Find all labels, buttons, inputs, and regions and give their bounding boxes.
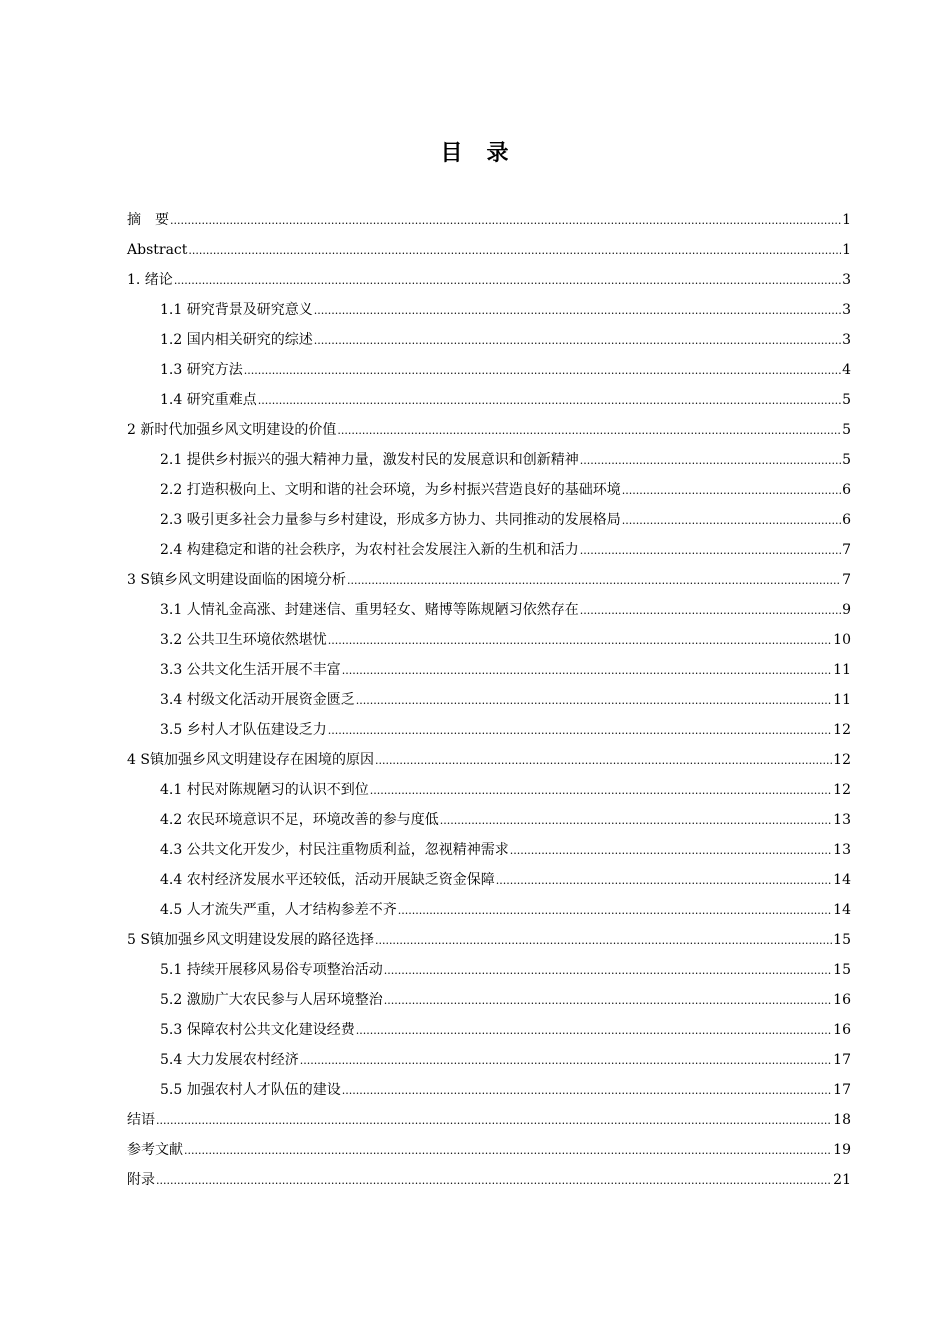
toc-dot-leader (314, 296, 841, 326)
toc-entry[interactable] (127, 1015, 851, 1045)
toc-entry-page-number: 1 (842, 212, 851, 228)
toc-entry[interactable] (127, 835, 851, 865)
toc-entry-page-number: 11 (833, 662, 851, 678)
toc-entry-page-number: 12 (833, 782, 851, 798)
toc-dot-leader (347, 566, 841, 596)
toc-entry-page-number: 14 (833, 902, 851, 918)
toc-entry[interactable] (127, 595, 851, 625)
toc-entry-page-number: 5 (842, 452, 851, 468)
toc-entry[interactable] (127, 775, 851, 805)
toc-entry-page-number: 17 (833, 1082, 851, 1098)
toc-entry-page-number: 19 (833, 1142, 851, 1158)
toc-entry[interactable] (127, 1135, 851, 1165)
toc-entry[interactable] (127, 445, 851, 475)
toc-entry-text: 3.5 乡村人才队伍建设乏力 (160, 722, 327, 738)
toc-entry[interactable] (127, 805, 851, 835)
toc-dot-leader (440, 806, 832, 836)
toc-dot-leader (156, 1166, 832, 1196)
toc-entry[interactable] (127, 865, 851, 895)
toc-entry[interactable] (127, 655, 851, 685)
toc-entry[interactable] (127, 415, 851, 445)
toc-entry-page-number: 11 (833, 692, 851, 708)
toc-entry-text: 4.5 人才流失严重，人才结构参差不齐 (160, 902, 397, 918)
toc-entry-text: 2.4 构建稳定和谐的社会秩序，为农村社会发展注入新的生机和活力 (160, 542, 579, 558)
toc-dot-leader (342, 1076, 832, 1106)
toc-dot-leader (342, 656, 832, 686)
toc-entry-text: 附录 (127, 1172, 155, 1188)
toc-entry-text: 3.1 人情礼金高涨、封建迷信、重男轻女、赌博等陈规陋习依然存在 (160, 602, 579, 618)
toc-entry-page-number: 16 (833, 992, 851, 1008)
toc-dot-leader (370, 776, 832, 806)
toc-entry-text: Abstract (127, 242, 188, 258)
toc-dot-leader (375, 746, 832, 776)
toc-entry[interactable] (127, 385, 851, 415)
toc-list (127, 205, 851, 1195)
toc-entry-page-number: 3 (842, 302, 851, 318)
toc-dot-leader (258, 386, 841, 416)
toc-dot-leader (580, 596, 841, 626)
toc-entry-text: 1.4 研究重难点 (160, 392, 257, 408)
toc-entry[interactable] (127, 1105, 851, 1135)
toc-dot-leader (356, 686, 832, 716)
toc-entry[interactable] (127, 535, 851, 565)
toc-entry-text: 参考文献 (127, 1142, 183, 1158)
toc-entry[interactable] (127, 745, 851, 775)
toc-dot-leader (314, 326, 841, 356)
toc-entry-page-number: 13 (833, 812, 851, 828)
toc-entry-text: 3 S镇乡风文明建设面临的困境分析 (127, 572, 346, 588)
toc-entry-page-number: 15 (833, 932, 851, 948)
toc-dot-leader (384, 986, 832, 1016)
toc-entry[interactable] (127, 1165, 851, 1195)
toc-dot-leader (375, 926, 832, 956)
toc-title: 目 录 (440, 141, 510, 166)
toc-entry-page-number: 3 (842, 272, 851, 288)
toc-entry-text: 5 S镇加强乡风文明建设发展的路径选择 (127, 932, 374, 948)
toc-entry-text: 1.3 研究方法 (160, 362, 243, 378)
toc-entry-page-number: 5 (842, 392, 851, 408)
toc-entry-page-number: 4 (842, 362, 851, 378)
toc-entry-page-number: 15 (833, 962, 851, 978)
toc-entry-text: 5.4 大力发展农村经济 (160, 1052, 299, 1068)
toc-entry-text: 2.1 提供乡村振兴的强大精神力量，激发村民的发展意识和创新精神 (160, 452, 579, 468)
toc-entry-text: 1.1 研究背景及研究意义 (160, 302, 313, 318)
toc-entry-text: 4 S镇加强乡风文明建设存在困境的原因 (127, 752, 374, 768)
toc-entry-text: 4.2 农民环境意识不足，环境改善的参与度低 (160, 812, 439, 828)
toc-entry[interactable] (127, 685, 851, 715)
toc-dot-leader (328, 716, 832, 746)
toc-entry-text: 结语 (127, 1112, 155, 1128)
toc-entry-page-number: 12 (833, 752, 851, 768)
toc-entry[interactable] (127, 925, 851, 955)
toc-entry[interactable] (127, 1045, 851, 1075)
toc-entry-page-number: 21 (833, 1172, 851, 1188)
toc-entry-text: 4.3 公共文化开发少，村民注重物质利益，忽视精神需求 (160, 842, 509, 858)
toc-entry-page-number: 9 (842, 602, 851, 618)
toc-dot-leader (398, 896, 832, 926)
toc-dot-leader (580, 536, 841, 566)
toc-entry-text: 1.2 国内相关研究的综述 (160, 332, 313, 348)
toc-entry-page-number: 10 (833, 632, 851, 648)
toc-dot-leader (510, 836, 832, 866)
toc-dot-leader (580, 446, 841, 476)
toc-entry-text: 2.3 吸引更多社会力量参与乡村建设，形成多方协力、共同推动的发展格局 (160, 512, 621, 528)
toc-entry-text: 4.4 农村经济发展水平还较低，活动开展缺乏资金保障 (160, 872, 495, 888)
toc-dot-leader (328, 626, 832, 656)
toc-dot-leader (188, 236, 841, 266)
toc-entry-text: 3.2 公共卫生环境依然堪忧 (160, 632, 327, 648)
toc-entry[interactable] (127, 565, 851, 595)
toc-entry-page-number: 7 (842, 572, 851, 588)
toc-dot-leader (337, 416, 841, 446)
toc-entry-text: 5.1 持续开展移风易俗专项整治活动 (160, 962, 383, 978)
toc-dot-leader (496, 866, 832, 896)
toc-entry[interactable] (127, 625, 851, 655)
toc-entry[interactable] (127, 1075, 851, 1105)
toc-entry[interactable] (127, 505, 851, 535)
toc-entry[interactable] (127, 325, 851, 355)
toc-entry-text: 5.5 加强农村人才队伍的建设 (160, 1082, 341, 1098)
toc-dot-leader (384, 956, 832, 986)
toc-entry-page-number: 3 (842, 332, 851, 348)
toc-entry-text: 5.2 激励广大农民参与人居环境整治 (160, 992, 383, 1008)
toc-entry-page-number: 12 (833, 722, 851, 738)
toc-entry-page-number: 6 (842, 512, 851, 528)
toc-dot-leader (174, 266, 841, 296)
toc-entry-text: 摘 要 (127, 212, 169, 228)
toc-entry[interactable] (127, 295, 851, 325)
toc-entry[interactable] (127, 955, 851, 985)
toc-entry-page-number: 17 (833, 1052, 851, 1068)
toc-dot-leader (622, 476, 841, 506)
toc-dot-leader (244, 356, 841, 386)
toc-entry-page-number: 13 (833, 842, 851, 858)
toc-entry-text: 2.2 打造积极向上、文明和谐的社会环境，为乡村振兴营造良好的基础环境 (160, 482, 621, 498)
toc-dot-leader (170, 206, 841, 236)
toc-entry[interactable] (127, 895, 851, 925)
toc-dot-leader (356, 1016, 832, 1046)
toc-dot-leader (622, 506, 841, 536)
toc-entry-text: 3.3 公共文化生活开展不丰富 (160, 662, 341, 678)
toc-entry[interactable] (127, 205, 851, 235)
toc-entry-text: 2 新时代加强乡风文明建设的价值 (127, 422, 337, 438)
toc-entry-page-number: 5 (842, 422, 851, 438)
toc-entry-page-number: 7 (842, 542, 851, 558)
toc-entry[interactable] (127, 715, 851, 745)
toc-entry-text: 3.4 村级文化活动开展资金匮乏 (160, 692, 355, 708)
toc-dot-leader (184, 1136, 832, 1166)
toc-entry-text: 1. 绪论 (127, 272, 173, 288)
toc-entry-text: 4.1 村民对陈规陋习的认识不到位 (160, 782, 369, 798)
toc-entry[interactable] (127, 235, 851, 265)
toc-entry-page-number: 14 (833, 872, 851, 888)
toc-entry[interactable] (127, 355, 851, 385)
toc-entry[interactable] (127, 985, 851, 1015)
toc-entry[interactable] (127, 265, 851, 295)
toc-entry-text: 5.3 保障农村公共文化建设经费 (160, 1022, 355, 1038)
toc-entry-page-number: 6 (842, 482, 851, 498)
toc-entry[interactable] (127, 475, 851, 505)
toc-entry-page-number: 18 (833, 1112, 851, 1128)
toc-entry-page-number: 16 (833, 1022, 851, 1038)
toc-entry-page-number: 1 (842, 242, 851, 258)
toc-dot-leader (300, 1046, 832, 1076)
toc-dot-leader (156, 1106, 832, 1136)
